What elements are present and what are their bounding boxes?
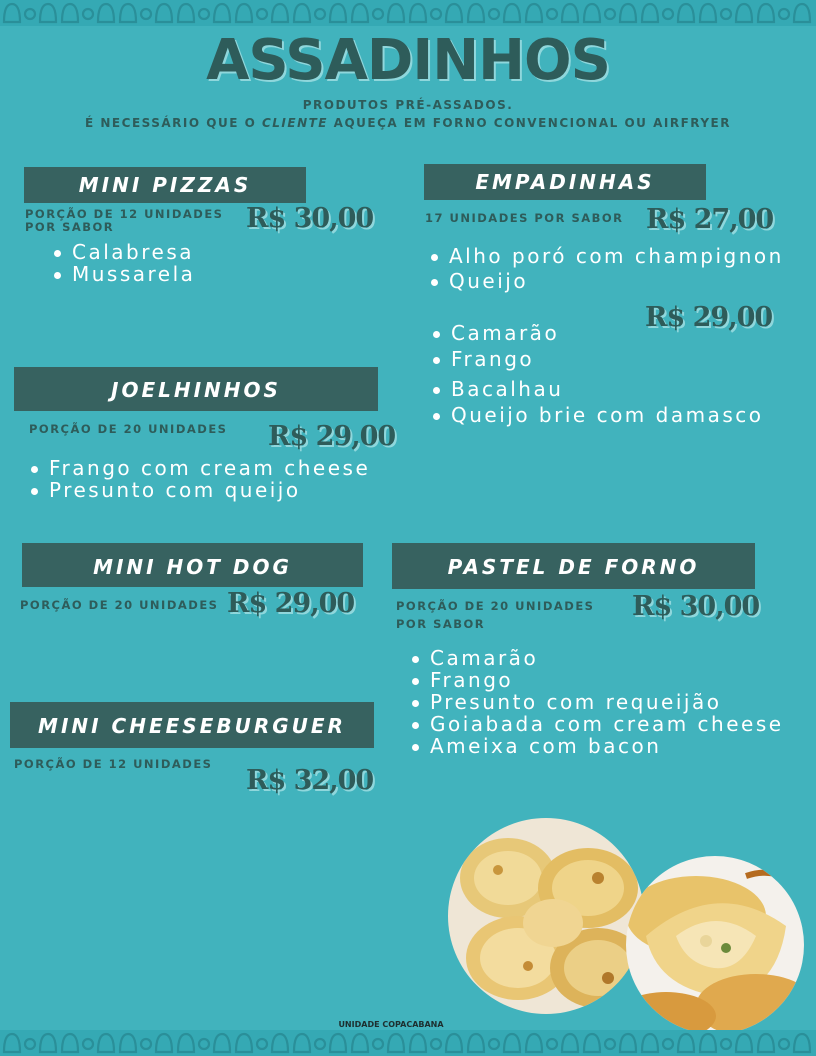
empadinhas-banner: EMPADINHAS bbox=[424, 164, 706, 200]
mini-cheeseburguer-banner: MINI CHEESEBURGUER bbox=[10, 702, 374, 748]
mini-hot-dog-price: R$ 29,00 bbox=[227, 588, 355, 619]
footer-unit: UNIDADE COPACABANA bbox=[338, 1020, 444, 1029]
mini-pizzas-portion bbox=[25, 208, 223, 234]
mini-pizzas-banner: MINI PIZZAS bbox=[24, 167, 306, 203]
empadinhas-photo bbox=[448, 818, 644, 1014]
joelhinhos-price: R$ 29,00 bbox=[268, 421, 396, 452]
flavor-item: Frango bbox=[408, 669, 784, 691]
flavor-item: Presunto com requeijão bbox=[408, 691, 784, 713]
empadinhas-price-2: R$ 29,00 bbox=[645, 302, 773, 333]
empadinhas-flavor-list bbox=[427, 245, 784, 292]
flavor-item: Queijo brie com damasco bbox=[429, 404, 763, 426]
pastel-de-forno-banner: PASTEL DE FORNO bbox=[392, 543, 755, 589]
joelhinhos-banner: JOELHINHOS bbox=[14, 367, 378, 411]
empadinhas-portion: 17 UNIDADES POR SABOR bbox=[425, 211, 624, 225]
pastel-photo bbox=[626, 856, 804, 1034]
mini-cheeseburguer-price: R$ 32,00 bbox=[246, 765, 374, 796]
pastel-de-forno-price: R$ 30,00 bbox=[632, 591, 760, 622]
subtitle-line-2-after: AQUEÇA EM FORNO CONVENCIONAL OU AIRFRYER bbox=[328, 116, 731, 130]
pastel-de-forno-portion-line-1: PORÇÃO DE 20 UNIDADES bbox=[396, 599, 595, 613]
flavor-item: Calabresa bbox=[50, 241, 195, 263]
flavor-item: Frango bbox=[429, 348, 763, 370]
flavor-item: Frango com cream cheese bbox=[27, 457, 370, 479]
top-border-pattern bbox=[0, 0, 816, 26]
subtitle-line-1: PRODUTOS PRÉ-ASSADOS. bbox=[302, 98, 514, 112]
flavor-item: Mussarela bbox=[50, 263, 195, 285]
flavor-item: Bacalhau bbox=[429, 378, 763, 400]
bottom-border-pattern bbox=[0, 1030, 816, 1056]
subtitle-line-2-emphasis: CLIENTE bbox=[261, 116, 328, 130]
flavor-item: Camarão bbox=[429, 322, 763, 344]
mini-pizzas-portion-line-1: PORÇÃO DE 12 UNIDADES bbox=[25, 207, 224, 221]
subtitle-line-2-before: É NECESSÁRIO QUE O bbox=[85, 116, 262, 130]
mini-pizzas-portion-line-2: POR SABOR bbox=[25, 220, 115, 234]
flavor-item: Ameixa com bacon bbox=[408, 735, 784, 757]
subtitle-line-2 bbox=[0, 116, 816, 130]
joelhinhos-portion: PORÇÃO DE 20 UNIDADES bbox=[29, 422, 228, 436]
joelhinhos-flavor-list bbox=[27, 457, 370, 501]
empadinhas-price: R$ 27,00 bbox=[646, 204, 774, 235]
flavor-item: Presunto com queijo bbox=[27, 479, 370, 501]
flavor-item: Camarão bbox=[408, 647, 784, 669]
flavor-item: Goiabada com cream cheese bbox=[408, 713, 784, 735]
mini-hot-dog-banner: MINI HOT DOG bbox=[22, 543, 363, 587]
mini-pizzas-price: R$ 30,00 bbox=[246, 203, 374, 234]
mini-pizzas-flavor-list bbox=[50, 241, 195, 285]
pastel-de-forno-portion-line-2: POR SABOR bbox=[396, 617, 486, 631]
page-title: ASSADINHOS bbox=[206, 28, 610, 93]
empadinhas-flavor-list-2 bbox=[429, 322, 763, 426]
mini-hot-dog-portion: PORÇÃO DE 20 UNIDADES bbox=[20, 598, 219, 612]
flavor-item: Alho poró com champignon bbox=[427, 245, 784, 267]
mini-cheeseburguer-portion: PORÇÃO DE 12 UNIDADES bbox=[14, 757, 213, 771]
pastel-de-forno-flavor-list bbox=[408, 647, 784, 757]
pastel-de-forno-portion bbox=[396, 600, 594, 631]
flavor-item: Queijo bbox=[427, 270, 784, 292]
